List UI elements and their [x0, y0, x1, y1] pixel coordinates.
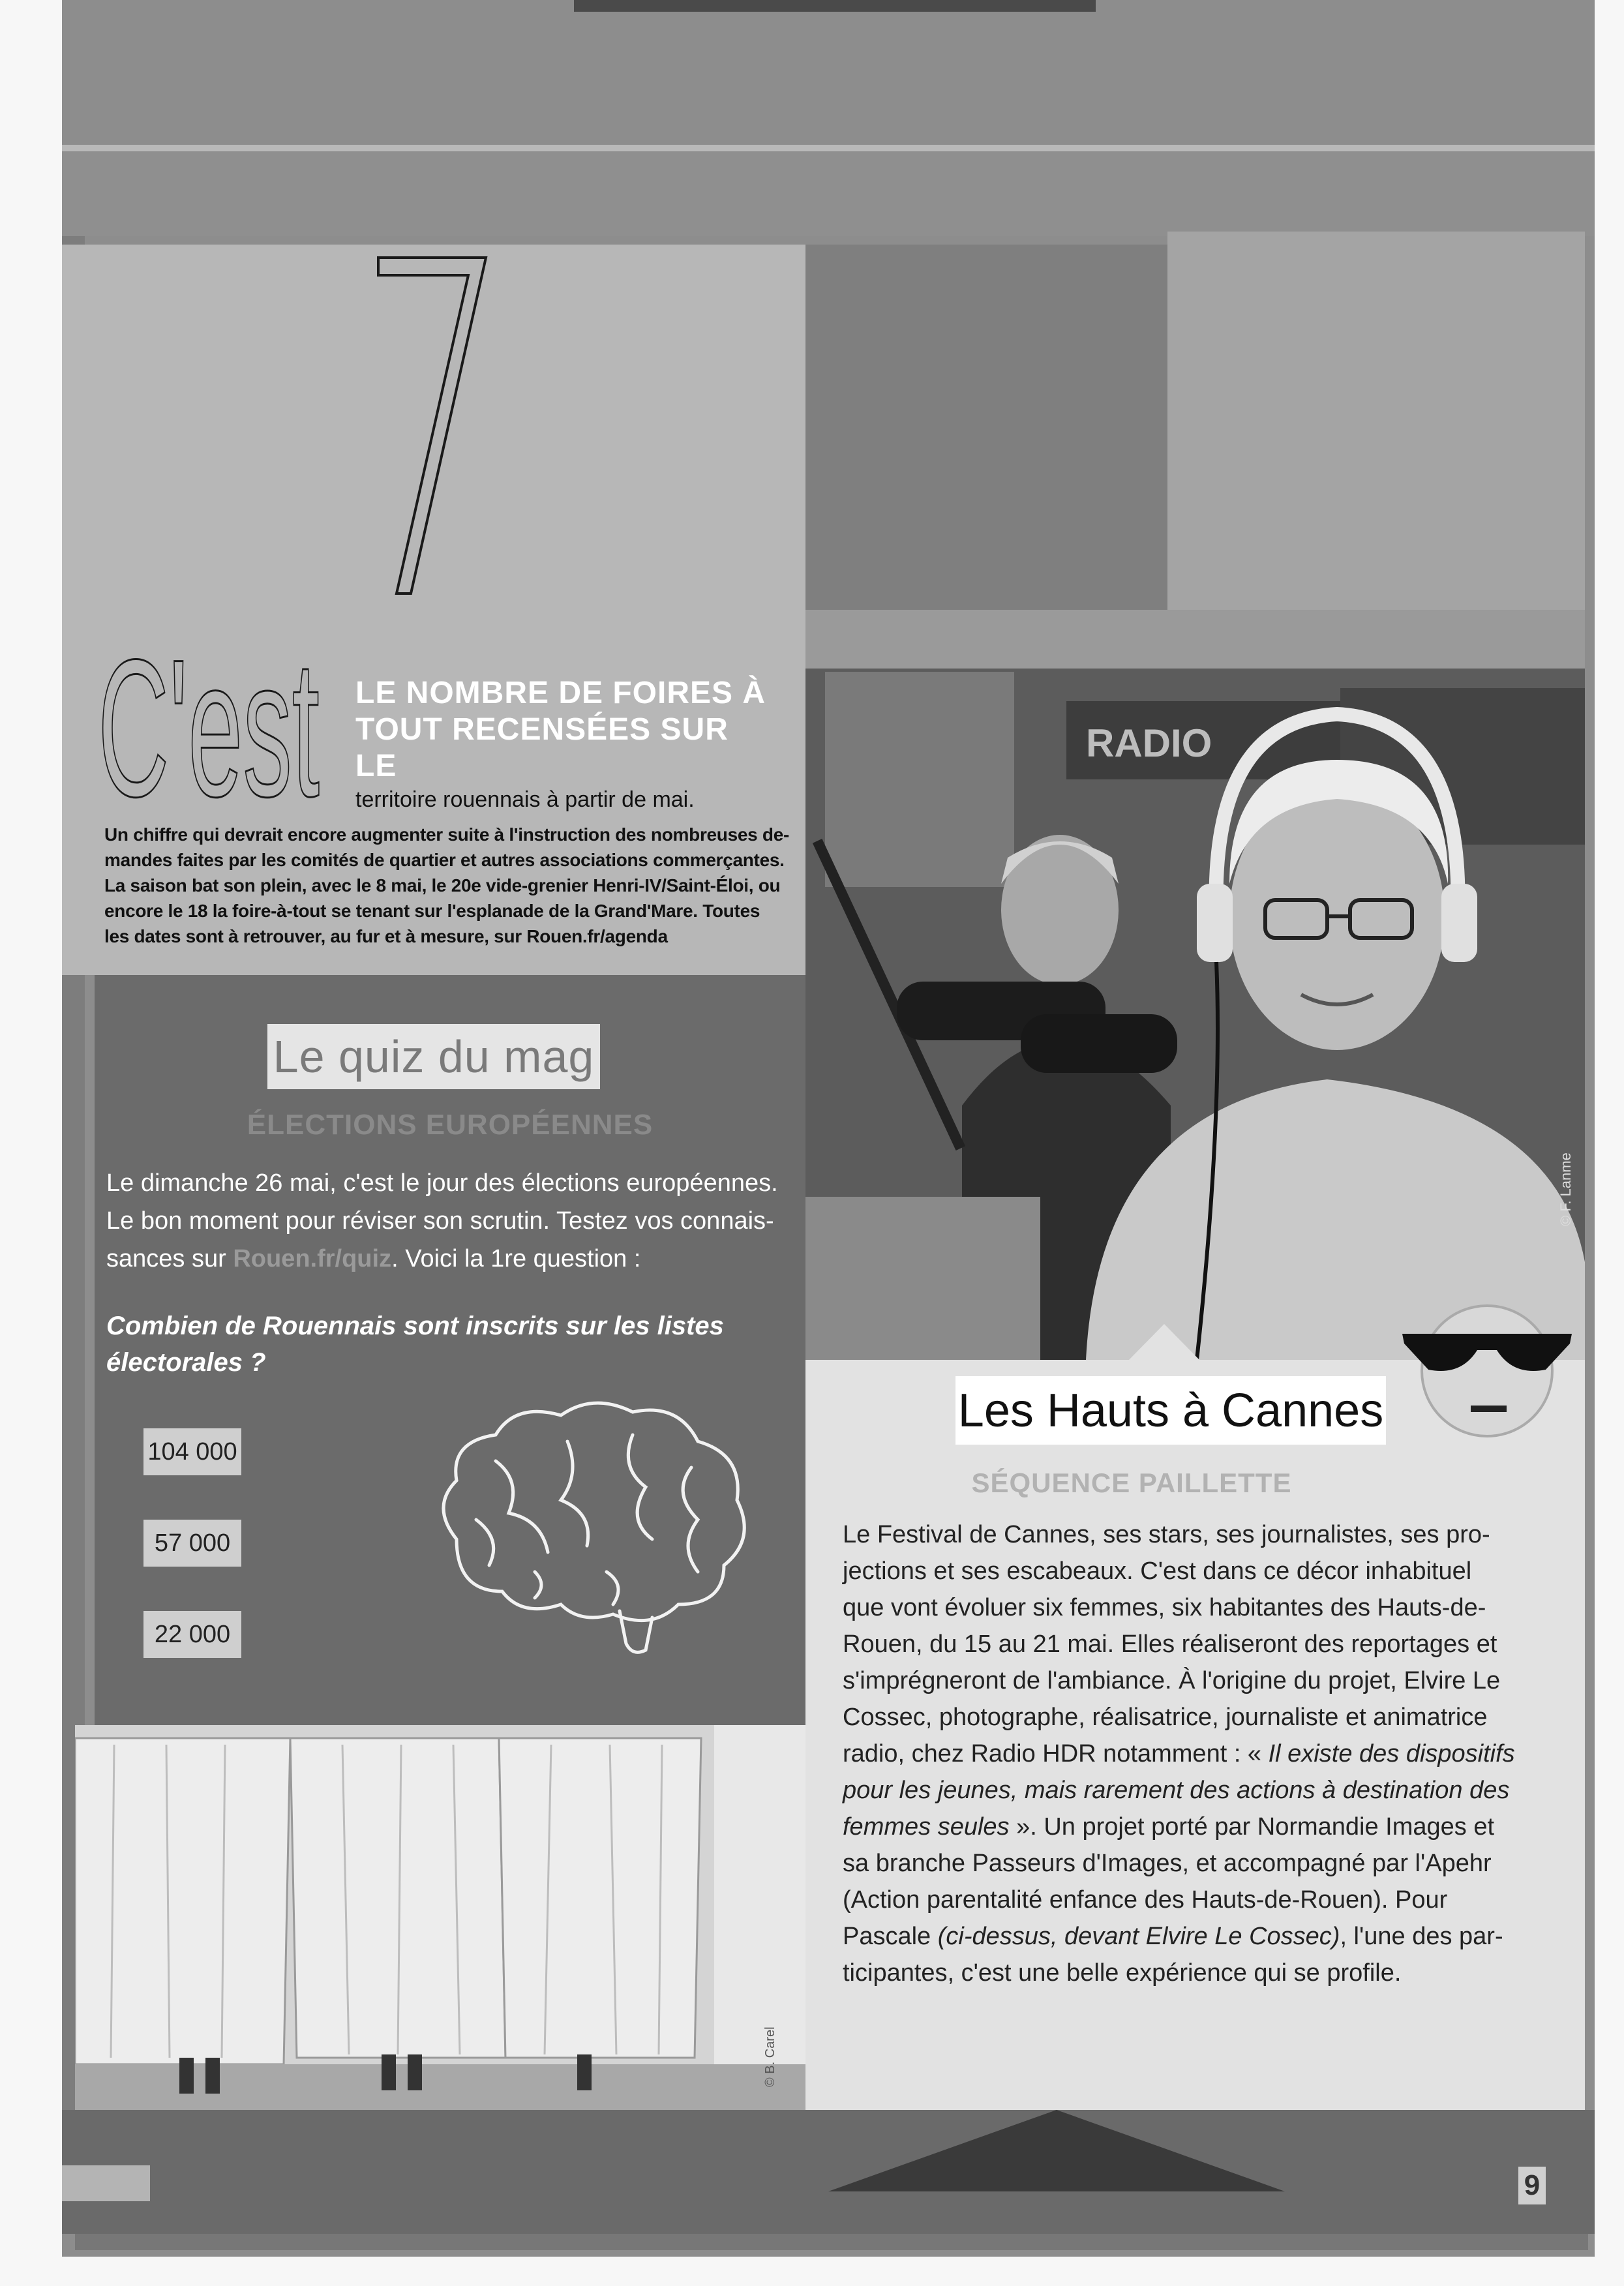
cest-body-text-prefix: les dates sont à retrouver, au fur et à mesure, sur — [104, 926, 527, 946]
cannes-body-prefix: Pascale — [843, 1923, 938, 1950]
cannes-photo-caption: (ci-dessus, devant Elvire Le Cossec) — [937, 1923, 1340, 1950]
voting-booth-photo — [75, 1725, 805, 2110]
cannes-quote: Il existe des dispositifs — [1268, 1740, 1515, 1767]
svg-text:C'est: C'est — [98, 620, 320, 815]
quiz-intro-line: Le dimanche 26 mai, c'est le jour des élections européennes. — [106, 1169, 778, 1197]
cest-body-line — [104, 924, 796, 949]
cannes-body-text — [843, 1516, 1541, 1991]
cannes-title-box — [955, 1376, 1386, 1445]
page-number: 9 — [1518, 2167, 1546, 2204]
cannes-title: Les Hauts à Cannes — [957, 1384, 1384, 1437]
big-seven-number — [365, 241, 496, 607]
cannes-body-line: (Action parentalité enfance des Hauts-de-Rouen). Pour — [843, 1886, 1448, 1914]
radio-sign-text: RADIO — [1086, 721, 1212, 765]
decor-block-mid — [805, 245, 1167, 610]
quiz-intro-prefix: sances sur — [106, 1245, 233, 1272]
cannes-body-prefix: radio, chez Radio HDR notamment : « — [843, 1740, 1269, 1767]
bottom-light-bar — [62, 2165, 150, 2201]
quiz-title-box — [267, 1024, 600, 1089]
cannes-body-suffix: ». Un projet porté par Normandie Images et — [1009, 1813, 1495, 1841]
quiz-kicker: ÉLECTIONS EUROPÉENNES — [247, 1109, 654, 1141]
cannes-body-line: sa branche Passeurs d'Images, et accompagné par l'Apehr — [843, 1850, 1492, 1877]
cannes-body-line: Le Festival de Cannes, ses stars, ses journalistes, ses pro- — [843, 1521, 1490, 1548]
top-rule — [62, 145, 1595, 151]
cest-body-line: La saison bat son plein, avec le 8 mai, le 20e vide-grenier Henri-IV/Saint-Éloi, ou — [104, 875, 781, 895]
answer-option-1[interactable]: 104 000 — [143, 1428, 241, 1475]
photo-credit-radio: © F. Lanme — [1557, 1152, 1574, 1226]
cest-body-text — [104, 822, 796, 949]
answer-option-3[interactable]: 22 000 — [143, 1611, 241, 1658]
quiz-question-line: Combien de Rouennais sont inscrits sur les listes — [106, 1312, 724, 1340]
cannes-quote: pour les jeunes, mais rarement des actions à destination des — [843, 1777, 1510, 1804]
quiz-intro-suffix: . Voici la 1re question : — [391, 1245, 641, 1272]
quiz-intro — [106, 1164, 785, 1278]
radio-photo-illustration — [805, 610, 1585, 1360]
bottom-band — [62, 2110, 1595, 2234]
cest-outline-word — [98, 620, 333, 815]
cannes-body-line: Cossec, photographe, réalisatrice, journaliste et animatrice — [843, 1704, 1488, 1731]
cannes-body-line: s'imprégneront de l'ambiance. À l'origine du projet, Elvire Le — [843, 1667, 1501, 1694]
quiz-intro-line — [106, 1240, 785, 1278]
brain-icon — [417, 1389, 757, 1663]
radio-studio-photo — [805, 610, 1585, 1360]
quiz-title: Le quiz du mag — [273, 1031, 595, 1082]
cannes-body-line — [843, 1918, 1541, 1955]
cannes-body-suffix: , l'une des par- — [1340, 1923, 1503, 1950]
headline-line-1: LE NOMBRE DE FOIRES À — [355, 676, 766, 710]
photo-credit-booth: © B. Carel — [763, 2026, 777, 2087]
cannes-body-line: que vont évoluer six femmes, six habitantes des Hauts-de- — [843, 1594, 1486, 1621]
sunglasses-emoji-icon — [1399, 1298, 1575, 1441]
cannes-body-line — [843, 1809, 1541, 1845]
cest-body-line: mandes faites par les comités de quartier et autres associations commerçantes. — [104, 850, 785, 870]
headline-line-2: TOUT RECENSÉES SUR LE — [355, 712, 729, 783]
agenda-link[interactable]: Rouen.fr/agenda — [526, 926, 668, 946]
cannes-body-line: Rouen, du 15 au 21 mai. Elles réaliseront des reportages et — [843, 1631, 1497, 1658]
cannes-body-line — [843, 1772, 1541, 1809]
quiz-intro-line: Le bon moment pour réviser son scrutin. Testez vos connais- — [106, 1207, 774, 1235]
cannes-body-line: ticipantes, c'est une belle expérience qui se profile. — [843, 1959, 1402, 1987]
cest-headline — [355, 675, 766, 815]
quiz-question — [106, 1308, 759, 1381]
booth-photo-illustration — [75, 1725, 805, 2110]
top-band — [62, 151, 1595, 236]
answer-option-2[interactable]: 57 000 — [143, 1520, 241, 1567]
headline-line-3: territoire rouennais à partir de mai. — [355, 787, 695, 812]
decor-block-light — [1167, 232, 1585, 613]
cest-body-line: encore le 18 la foire-à-tout se tenant sur l'esplanade de la Grand'Mare. Toutes — [104, 901, 760, 921]
cannes-kicker: SÉQUENCE PAILLETTE — [971, 1467, 1292, 1498]
quiz-link[interactable]: Rouen.fr/quiz — [233, 1245, 392, 1272]
quiz-question-line: électorales ? — [106, 1348, 266, 1377]
cannes-body-line: jections et ses escabeaux. C'est dans ce décor inhabituel — [843, 1557, 1472, 1585]
cannes-quote: femmes seules — [843, 1813, 1010, 1841]
bottom-edge — [75, 2234, 1588, 2250]
cest-body-line: Un chiffre qui devrait encore augmenter suite à l'instruction des nombreuses de- — [104, 824, 790, 845]
cannes-body-line — [843, 1736, 1541, 1772]
top-tab — [574, 0, 1096, 12]
